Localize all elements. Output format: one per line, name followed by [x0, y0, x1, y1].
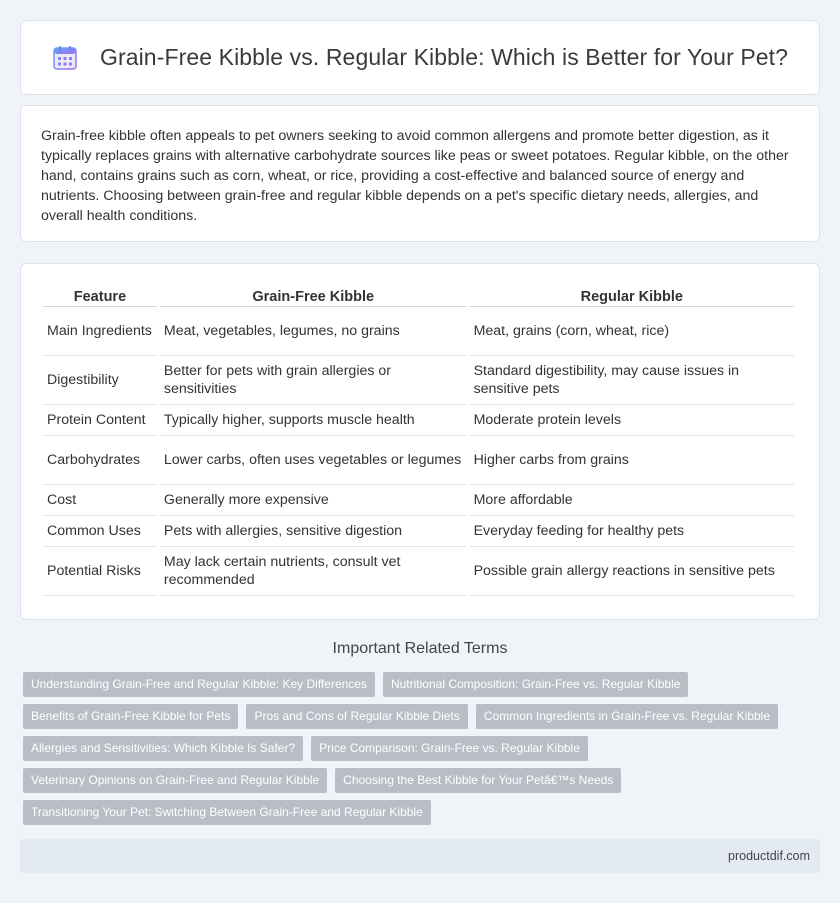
- header-regular: Regular Kibble: [470, 282, 794, 307]
- page-title: Grain-Free Kibble vs. Regular Kibble: Which is Better for Your Pet?: [99, 44, 789, 70]
- related-terms-list: [23, 672, 818, 832]
- footer: [20, 839, 820, 873]
- related-term-link[interactable]: Pros and Cons of Regular Kibble Diets: [246, 704, 467, 729]
- related-term-link[interactable]: Understanding Grain-Free and Regular Kibble: Key Differences: [23, 672, 375, 697]
- row-feature: Potential Risks: [43, 547, 157, 596]
- calendar-icon: [52, 45, 78, 71]
- table-row: [43, 436, 794, 485]
- row-grain-free: Typically higher, supports muscle health: [160, 405, 467, 436]
- table-row: [43, 307, 794, 356]
- row-feature: Carbohydrates: [43, 436, 157, 485]
- table-row: [43, 547, 794, 596]
- row-regular: Possible grain allergy reactions in sensitive pets: [470, 547, 794, 596]
- row-grain-free: Pets with allergies, sensitive digestion: [160, 516, 467, 547]
- header-feature: Feature: [43, 282, 157, 307]
- header-grain-free: Grain-Free Kibble: [160, 282, 467, 307]
- table-row: [43, 405, 794, 436]
- row-regular: Meat, grains (corn, wheat, rice): [470, 307, 794, 356]
- related-term-link[interactable]: Nutritional Composition: Grain-Free vs. Regular Kibble: [383, 672, 688, 697]
- related-term-link[interactable]: Veterinary Opinions on Grain-Free and Regular Kibble: [23, 768, 327, 793]
- row-regular: Everyday feeding for healthy pets: [470, 516, 794, 547]
- row-feature: Cost: [43, 485, 157, 516]
- table-row: [43, 516, 794, 547]
- comparison-table: [40, 282, 797, 596]
- row-grain-free: Generally more expensive: [160, 485, 467, 516]
- table-row: [43, 356, 794, 405]
- table-header-row: [43, 282, 794, 307]
- row-grain-free: Lower carbs, often uses vegetables or legumes: [160, 436, 467, 485]
- row-feature: Common Uses: [43, 516, 157, 547]
- row-regular: Higher carbs from grains: [470, 436, 794, 485]
- related-term-link[interactable]: Price Comparison: Grain-Free vs. Regular Kibble: [311, 736, 588, 761]
- footer-site-name[interactable]: productdif.com: [728, 849, 810, 863]
- related-terms-title: Important Related Terms: [332, 640, 508, 657]
- related-term-link[interactable]: Allergies and Sensitivities: Which Kibble Is Safer?: [23, 736, 303, 761]
- row-regular: More affordable: [470, 485, 794, 516]
- row-grain-free: Better for pets with grain allergies or sensitivities: [160, 356, 467, 405]
- table-row: [43, 485, 794, 516]
- intro-card: [20, 105, 820, 242]
- row-feature: Main Ingredients: [43, 307, 157, 356]
- row-grain-free: Meat, vegetables, legumes, no grains: [160, 307, 467, 356]
- row-feature: Digestibility: [43, 356, 157, 405]
- row-regular: Moderate protein levels: [470, 405, 794, 436]
- related-term-link[interactable]: Common Ingredients in Grain-Free vs. Regular Kibble: [476, 704, 778, 729]
- related-term-link[interactable]: Benefits of Grain-Free Kibble for Pets: [23, 704, 238, 729]
- row-grain-free: May lack certain nutrients, consult vet recommended: [160, 547, 467, 596]
- row-feature: Protein Content: [43, 405, 157, 436]
- comparison-card: [20, 263, 820, 620]
- row-regular: Standard digestibility, may cause issues in sensitive pets: [470, 356, 794, 405]
- related-term-link[interactable]: Transitioning Your Pet: Switching Between Grain-Free and Regular Kibble: [23, 800, 431, 825]
- header-card: [20, 20, 820, 95]
- intro-paragraph: Grain-free kibble often appeals to pet owners seeking to avoid common allergens and promote better digestion, as it typically replaces grains with alternative carbohydrate sources like peas or sweet potatoes. Regular kibble, on the other hand, contains grains such as corn, wheat, or rice, providing a cost-effective and balanced source of energy and nutrients. Choosing between grain-free and regular kibble depends on a pet's specific dietary needs, allergies, and overall health conditions.: [41, 128, 789, 224]
- related-term-link[interactable]: Choosing the Best Kibble for Your Petâ€™s Needs: [335, 768, 621, 793]
